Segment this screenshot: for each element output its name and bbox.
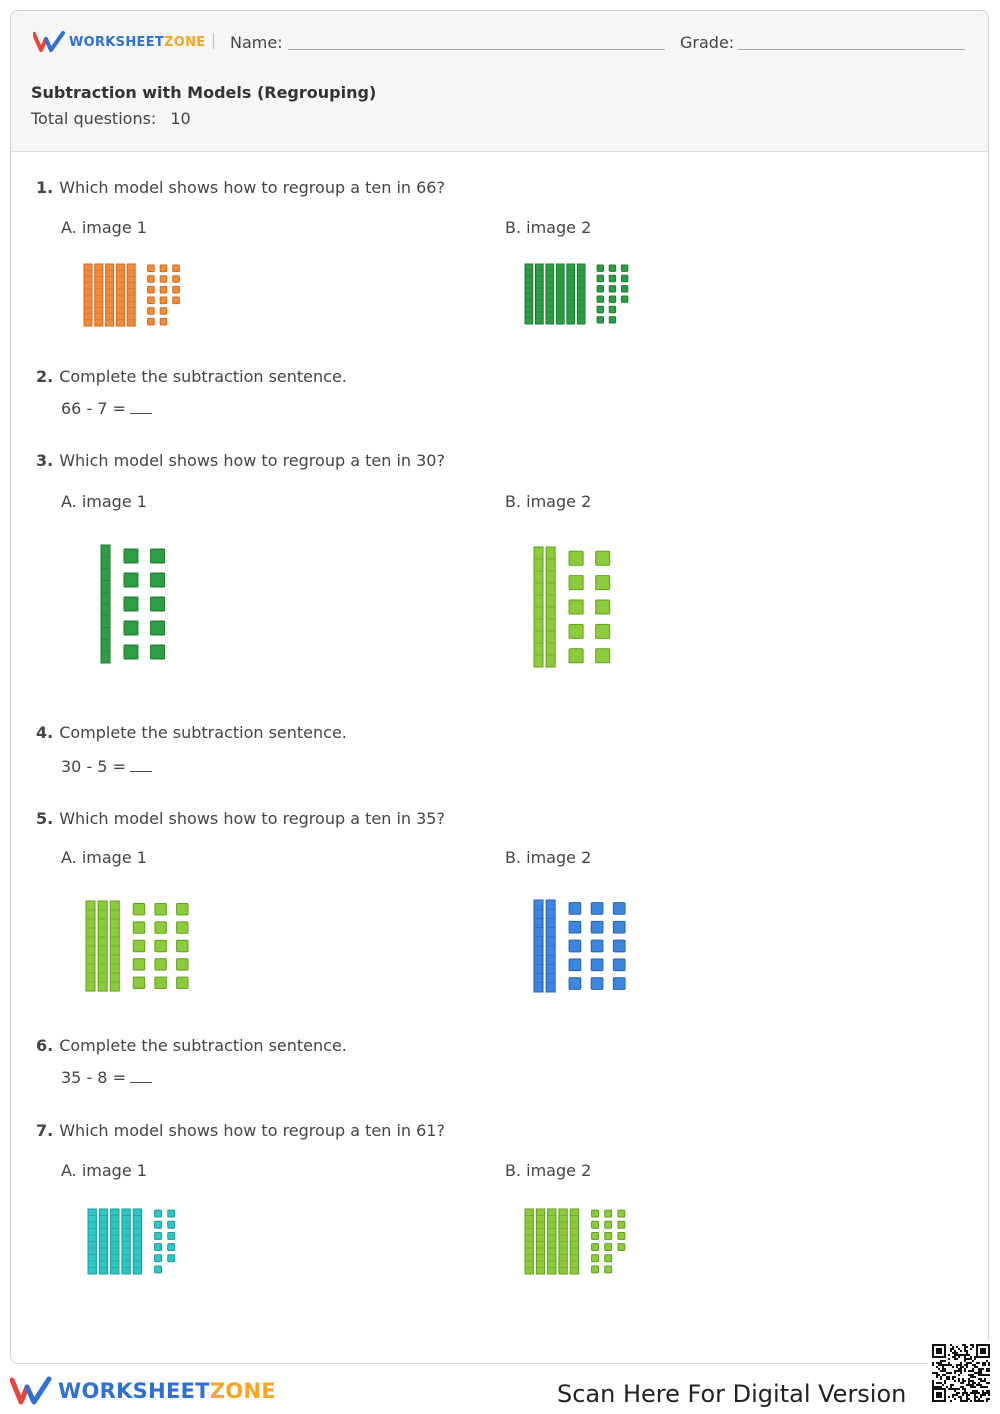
ones-cube <box>160 265 167 272</box>
q7-option-a[interactable]: A. image 1 <box>61 1161 147 1180</box>
ones-cube <box>173 265 180 272</box>
ones-cube <box>155 1210 162 1217</box>
tens-rod <box>95 264 103 326</box>
question-number: 2. <box>36 367 54 386</box>
ones-cube <box>618 1244 625 1251</box>
ones-cube <box>124 549 138 563</box>
ones-cube <box>605 1244 612 1251</box>
ones-cube <box>160 318 167 325</box>
logo-icon <box>10 1376 52 1406</box>
ones-cube <box>613 978 625 990</box>
header-logo <box>33 31 206 53</box>
ones-cube <box>605 1266 612 1273</box>
ones-cube <box>618 1210 625 1217</box>
ones-cube <box>133 940 144 951</box>
ones-cube <box>124 645 138 659</box>
header-divider <box>213 33 214 49</box>
question-2 <box>36 367 347 386</box>
question-4 <box>36 723 347 742</box>
ones-cube <box>569 959 581 971</box>
ones-cube <box>621 296 627 302</box>
ones-cube <box>569 576 583 590</box>
question-text: Which model shows how to regroup a ten in 30? <box>59 451 445 470</box>
ones-cube <box>155 903 166 914</box>
grade-field-line[interactable] <box>738 49 965 50</box>
ones-cube <box>605 1210 612 1217</box>
tens-rod <box>534 900 543 992</box>
worksheet-page <box>10 10 989 1364</box>
tens-rod <box>133 1209 141 1274</box>
ones-cube <box>569 649 583 663</box>
ones-cube <box>173 286 180 293</box>
ones-cube <box>591 921 603 933</box>
name-field-line[interactable] <box>288 49 665 50</box>
ones-cube <box>133 922 144 933</box>
tens-rod <box>536 1209 544 1274</box>
ones-cube <box>605 1255 612 1262</box>
logo-wordmark: WORKSHEETZONE <box>58 1379 277 1403</box>
tens-rod <box>116 264 124 326</box>
ones-cube <box>177 959 188 970</box>
tens-rod <box>111 1209 119 1274</box>
question-number: 1. <box>36 178 54 197</box>
tens-rod <box>86 901 95 991</box>
tens-rod <box>98 901 107 991</box>
name-label: Name: <box>230 33 283 52</box>
q1-option-b[interactable]: B. image 2 <box>505 218 592 237</box>
q3-model-b[interactable] <box>534 546 649 668</box>
ones-cube <box>133 903 144 914</box>
q5-option-a[interactable]: A. image 1 <box>61 848 147 867</box>
expression-text: 66 - 7 = <box>61 399 126 418</box>
question-number: 4. <box>36 723 54 742</box>
ones-cube <box>148 265 155 272</box>
ones-cube <box>155 1221 162 1228</box>
total-questions-label: Total questions: <box>31 109 157 128</box>
tens-rod <box>99 1209 107 1274</box>
q5-model-a[interactable] <box>86 900 211 992</box>
ones-cube <box>613 959 625 971</box>
q5-model-b[interactable] <box>534 899 649 993</box>
question-1 <box>36 178 445 197</box>
ones-cube <box>592 1232 599 1239</box>
ones-cube <box>160 297 167 304</box>
tens-rod <box>535 264 543 324</box>
q7-model-b[interactable] <box>525 1208 660 1275</box>
ones-cube <box>148 308 155 315</box>
ones-cube <box>605 1221 612 1228</box>
ones-cube <box>596 649 610 663</box>
question-3 <box>36 451 445 470</box>
tens-rod <box>122 1209 130 1274</box>
ones-cube <box>148 286 155 293</box>
q6-expression <box>61 1068 152 1087</box>
ones-cube <box>591 959 603 971</box>
ones-cube <box>177 922 188 933</box>
ones-cube <box>596 624 610 638</box>
scan-text: Scan Here For Digital Version <box>557 1380 907 1408</box>
ones-cube <box>592 1221 599 1228</box>
ones-cube <box>168 1244 175 1251</box>
ones-cube <box>597 317 603 323</box>
answer-blank[interactable] <box>130 1068 152 1083</box>
question-number: 6. <box>36 1036 54 1055</box>
ones-cube <box>168 1255 175 1262</box>
footer-logo <box>10 1376 276 1406</box>
ones-cube <box>596 551 610 565</box>
tens-rod <box>548 1209 556 1274</box>
ones-cube <box>596 576 610 590</box>
ones-cube <box>592 1266 599 1273</box>
ones-cube <box>597 275 603 281</box>
ones-cube <box>592 1244 599 1251</box>
ones-cube <box>609 286 615 292</box>
tens-rod <box>525 1209 533 1274</box>
ones-cube <box>569 978 581 990</box>
ones-cube <box>569 624 583 638</box>
tens-rod <box>534 547 543 667</box>
ones-cube <box>621 275 627 281</box>
ones-cube <box>155 1266 162 1273</box>
ones-cube <box>151 573 165 587</box>
ones-cube <box>148 276 155 283</box>
tens-rod <box>546 264 554 324</box>
tens-rod <box>577 264 585 324</box>
q5-option-b[interactable]: B. image 2 <box>505 848 592 867</box>
ones-cube <box>621 286 627 292</box>
ones-cube <box>155 1255 162 1262</box>
logo-wordmark: WORKSHEETZONE <box>69 34 206 50</box>
ones-cube <box>609 306 615 312</box>
ones-cube <box>155 977 166 988</box>
question-text: Complete the subtraction sentence. <box>59 1036 347 1055</box>
question-number: 7. <box>36 1121 54 1140</box>
logo-icon <box>33 31 65 53</box>
q7-option-b[interactable]: B. image 2 <box>505 1161 592 1180</box>
question-text: Which model shows how to regroup a ten in 66? <box>59 178 445 197</box>
ones-cube <box>168 1210 175 1217</box>
ones-cube <box>177 977 188 988</box>
answer-blank[interactable] <box>130 757 152 772</box>
ones-cube <box>151 621 165 635</box>
ones-cube <box>613 921 625 933</box>
tens-rod <box>546 900 555 992</box>
ones-cube <box>124 573 138 587</box>
tens-rod <box>559 1209 567 1274</box>
total-questions <box>31 109 191 128</box>
ones-cube <box>569 551 583 565</box>
ones-cube <box>569 921 581 933</box>
tens-rod <box>567 264 575 324</box>
ones-cube <box>597 286 603 292</box>
question-text: Complete the subtraction sentence. <box>59 723 347 742</box>
q1-model-a[interactable] <box>84 263 214 327</box>
ones-cube <box>151 597 165 611</box>
ones-cube <box>609 317 615 323</box>
q3-model-a[interactable] <box>101 544 191 664</box>
question-6 <box>36 1036 347 1055</box>
question-7 <box>36 1121 445 1140</box>
ones-cube <box>609 275 615 281</box>
ones-cube <box>618 1221 625 1228</box>
tens-rod <box>525 264 533 324</box>
ones-cube <box>124 621 138 635</box>
question-5 <box>36 809 445 828</box>
answer-blank[interactable] <box>130 399 152 414</box>
ones-cube <box>569 903 581 915</box>
q4-expression <box>61 757 152 776</box>
question-text: Which model shows how to regroup a ten in 61? <box>59 1121 445 1140</box>
total-questions-value: 10 <box>170 109 191 128</box>
ones-cube <box>621 265 627 271</box>
ones-cube <box>613 903 625 915</box>
ones-cube <box>609 296 615 302</box>
ones-cube <box>133 959 144 970</box>
tens-rod <box>556 264 564 324</box>
ones-cube <box>613 940 625 952</box>
question-number: 5. <box>36 809 54 828</box>
ones-cube <box>148 297 155 304</box>
ones-cube <box>569 940 581 952</box>
tens-rod <box>88 1209 96 1274</box>
question-number: 3. <box>36 451 54 470</box>
qr-code-icon[interactable] <box>928 1340 994 1406</box>
ones-cube <box>173 297 180 304</box>
ones-cube <box>155 1232 162 1239</box>
ones-cube <box>160 286 167 293</box>
ones-cube <box>155 940 166 951</box>
expression-text: 30 - 5 = <box>61 757 126 776</box>
expression-text: 35 - 8 = <box>61 1068 126 1087</box>
q3-option-b[interactable]: B. image 2 <box>505 492 592 511</box>
worksheet-title: Subtraction with Models (Regrouping) <box>31 83 377 102</box>
ones-cube <box>177 940 188 951</box>
tens-rod <box>101 545 110 663</box>
question-text: Complete the subtraction sentence. <box>59 367 347 386</box>
tens-rod <box>546 547 555 667</box>
worksheet-header <box>11 11 988 152</box>
ones-cube <box>597 306 603 312</box>
tens-rod <box>106 264 114 326</box>
tens-rod <box>110 901 119 991</box>
ones-cube <box>597 296 603 302</box>
ones-cube <box>168 1221 175 1228</box>
question-text: Which model shows how to regroup a ten in 35? <box>59 809 445 828</box>
q2-expression <box>61 399 152 418</box>
ones-cube <box>160 276 167 283</box>
ones-cube <box>155 1244 162 1251</box>
ones-cube <box>160 308 167 315</box>
ones-cube <box>597 265 603 271</box>
ones-cube <box>596 600 610 614</box>
page-footer <box>0 1364 1000 1414</box>
ones-cube <box>591 903 603 915</box>
ones-cube <box>609 265 615 271</box>
ones-cube <box>177 903 188 914</box>
grade-label: Grade: <box>680 33 735 52</box>
ones-cube <box>591 978 603 990</box>
ones-cube <box>569 600 583 614</box>
ones-cube <box>592 1255 599 1262</box>
ones-cube <box>618 1232 625 1239</box>
ones-cube <box>592 1210 599 1217</box>
ones-cube <box>173 276 180 283</box>
ones-cube <box>605 1232 612 1239</box>
ones-cube <box>151 645 165 659</box>
ones-cube <box>124 597 138 611</box>
tens-rod <box>570 1209 578 1274</box>
q1-model-b[interactable] <box>525 263 660 325</box>
q1-option-a[interactable]: A. image 1 <box>61 218 147 237</box>
tens-rod <box>127 264 135 326</box>
q3-option-a[interactable]: A. image 1 <box>61 492 147 511</box>
tens-rod <box>84 264 92 326</box>
ones-cube <box>151 549 165 563</box>
ones-cube <box>168 1232 175 1239</box>
q7-model-a[interactable] <box>88 1208 208 1275</box>
ones-cube <box>148 318 155 325</box>
ones-cube <box>133 977 144 988</box>
ones-cube <box>155 922 166 933</box>
ones-cube <box>591 940 603 952</box>
ones-cube <box>155 959 166 970</box>
